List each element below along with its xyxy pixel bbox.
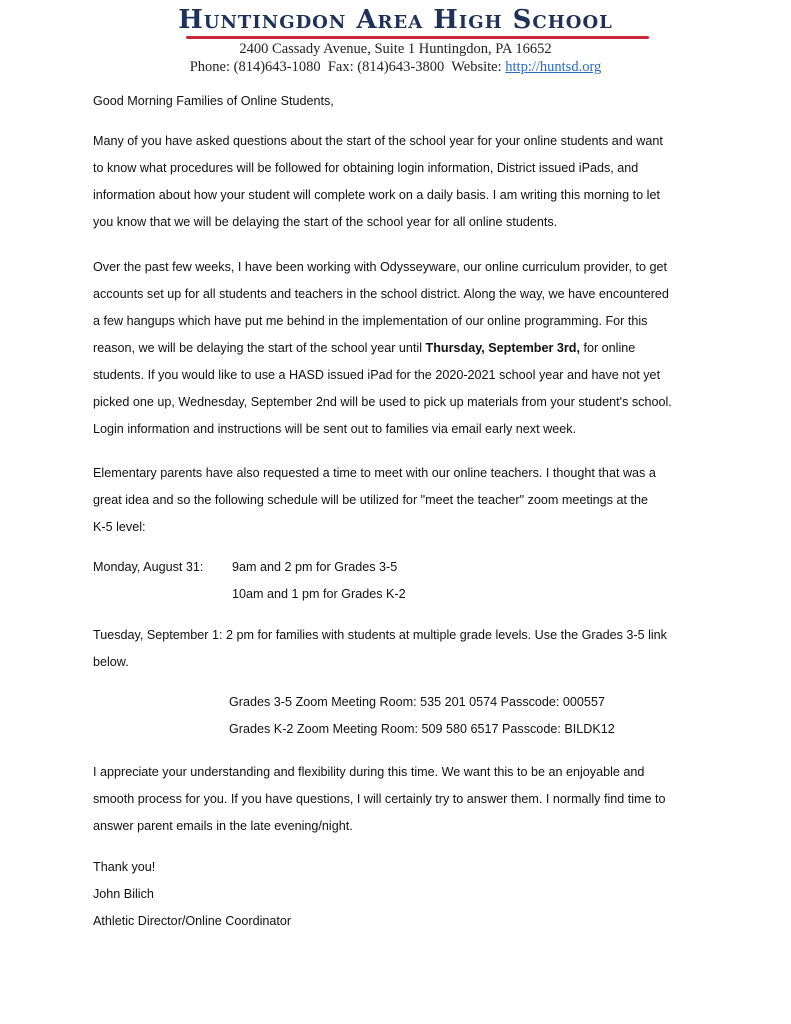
fax-label: Fax: [327, 59, 354, 75]
para3-line: K-5 level: [93, 520, 146, 534]
para2-line: accounts set up for all students and teachers in the school district. Along the way, we have encountered [93, 287, 669, 301]
para2-text: reason, we will be delaying the start of the school year until [93, 341, 426, 355]
para4-line: smooth process for you. If you have questions, I will certainly try to answer them. I normally find time to [93, 792, 666, 806]
monday-slot: 9am and 2 pm for Grades 3-5 [232, 560, 398, 574]
greeting: Good Morning Families of Online Students, [93, 94, 334, 108]
contact-line [0, 58, 791, 76]
para2-line: a few hangups which have put me behind in the implementation of our online programming. For this [93, 314, 648, 328]
school-address: 2400 Cassady Avenue, Suite 1 Huntingdon, PA 16652 [239, 41, 552, 57]
tuesday-schedule: Tuesday, September 1: 2 pm for families with students at multiple grade levels. Use the Grades 3-5 link [93, 628, 667, 642]
para1-line: Many of you have asked questions about the start of the school year for your online students and want [93, 134, 663, 148]
para2-text: for online [579, 341, 636, 355]
tuesday-schedule: below. [93, 655, 129, 669]
para2-line [93, 339, 635, 357]
start-date-emphasis: Thursday, September 3rd, [425, 341, 580, 355]
letterhead [0, 6, 791, 76]
website-link[interactable]: http://huntsd.org [505, 59, 602, 75]
website-label: Website: [451, 59, 502, 75]
closing: Thank you! [93, 860, 156, 874]
letter-page: Huntingdon Area High School 2400 Cassady Avenue, Suite 1 Huntingdon, PA 16652 Phone: (814)643-1080 Fax: (814)643-3800 Website: http://huntsd.org Good Morning Families of Online Students, Many of you have asked questions about the start of the school year for your online students and want to know what procedures will be followed for obtaining login information, District issued iPads, and information about how your student will complete work on a daily basis. I am writing this morning to let you know that we will be delaying the start of the school year for all online students. Over the past few weeks, I have been working with Odysseyware, our online curriculum provider, to get accounts set up for all students and teachers in the school district. Along the way, we have encountered a few hangups which have put me behind in the implementation of our online programming. For this reason, we will be delaying the start of the school year until Thursday, September 3rd, for online students. If you would like to use a HASD issued iPad for the 2020-2021 school year and have not yet picked one up, Wednesday, September 2nd will be used to pick up materials from your student's school. Login information and instructions will be sent out to families via email early next week. Elementary parents have also requested a time to meet with our online teachers. I thought that was a great idea and so the following schedule will be utilized for "meet the teacher" zoom meetings at the K-5 level: Monday, August 31: 9am and 2 pm for Grades 3-5 10am and 1 pm for Grades K-2 Tuesday, September 1: 2 pm for families with students at multiple grade levels. Use the Grades 3-5 link below. Grades 3-5 Zoom Meeting Room: 535 201 0574 Passcode: 000557 Grades K-2 Zoom Meeting Room: 509 580 6517 Passcode: BILDK12 I appreciate your understanding and flexibility during this time. We want this to be an enjoyable and smooth process for you. If you have questions, I will certainly try to answer them. I normally find time to answer parent emails in the late evening/night. Thank you! John Bilich Athletic Director/Online Coordinator [0, 0, 791, 1024]
para2-line: picked one up, Wednesday, September 2nd will be used to pick up materials from your student's school. [93, 395, 672, 409]
phone-label: Phone: [189, 59, 230, 75]
para2-line: Login information and instructions will be sent out to families via email early next week. [93, 422, 576, 436]
para3-line: Elementary parents have also requested a time to meet with our online teachers. I thought that was a [93, 466, 656, 480]
letterhead-rule [186, 36, 649, 39]
para4-line: answer parent emails in the late evening/night. [93, 819, 353, 833]
para3-line: great idea and so the following schedule will be utilized for "meet the teacher" zoom meetings at the [93, 493, 648, 507]
para2-line: Over the past few weeks, I have been working with Odysseyware, our online curriculum provider, to get [93, 260, 667, 274]
para1-line: you know that we will be delaying the start of the school year for all online students. [93, 215, 558, 229]
school-name: Huntingdon Area High School [178, 5, 613, 35]
para1-line: to know what procedures will be followed for obtaining login information, District issued iPads, and [93, 161, 639, 175]
monday-slot: 10am and 1 pm for Grades K-2 [232, 587, 406, 601]
monday-schedule [93, 558, 398, 576]
monday-label: Monday, August 31: [93, 560, 204, 574]
para4-line: I appreciate your understanding and flexibility during this time. We want this to be an enjoyable and [93, 765, 645, 779]
para2-line: students. If you would like to use a HASD issued iPad for the 2020-2021 school year and have not yet [93, 368, 661, 382]
fax-number: (814)643-3800 [357, 59, 445, 75]
signature-title: Athletic Director/Online Coordinator [93, 914, 292, 928]
para1-line: information about how your student will complete work on a daily basis. I am writing this morning to let [93, 188, 660, 202]
signature-name: John Bilich [93, 887, 154, 901]
phone-number: (814)643-1080 [233, 59, 321, 75]
